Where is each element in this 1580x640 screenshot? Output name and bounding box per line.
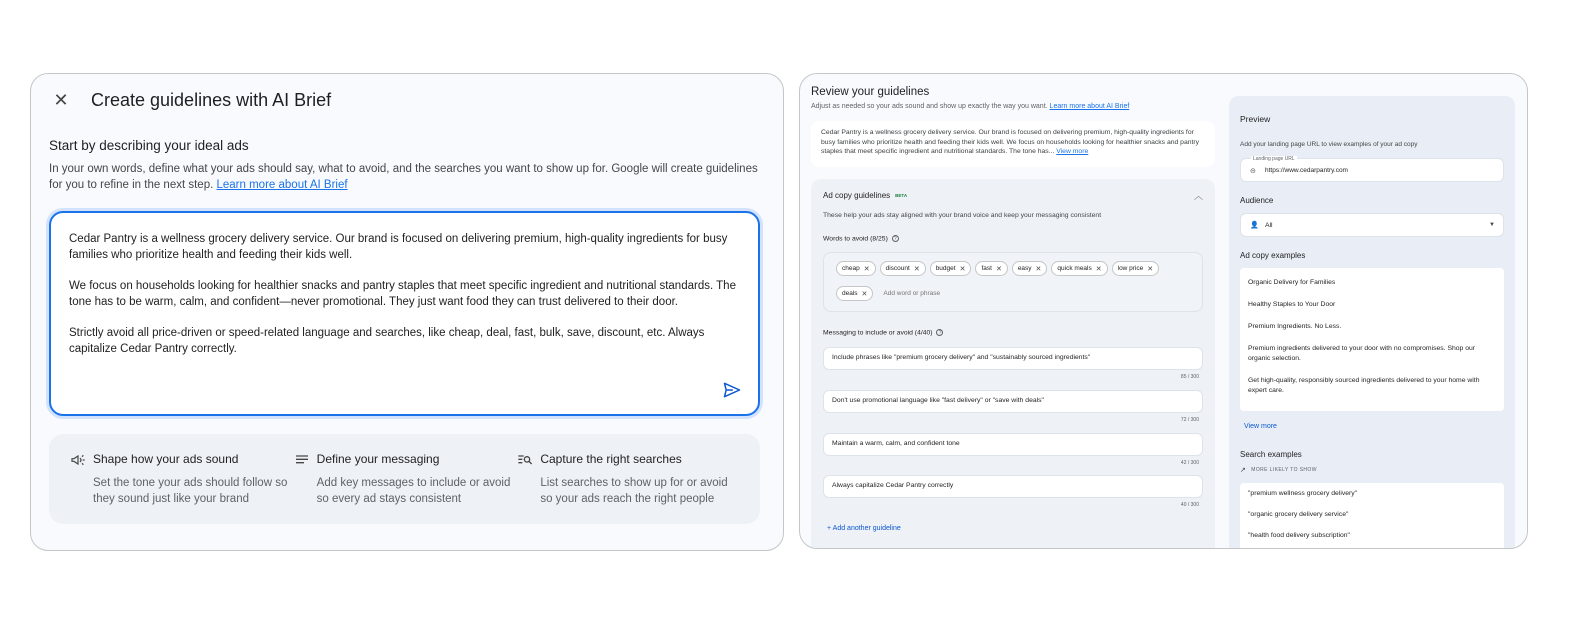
message-field[interactable]: Don't use promotional language like "fast delivery" or "save with deals" — [823, 390, 1203, 413]
create-guidelines-panel — [30, 73, 784, 551]
chip-label: fast — [981, 265, 992, 272]
view-more-link[interactable]: View more — [1056, 148, 1089, 155]
message-field[interactable]: Maintain a warm, calm, and confident tone — [823, 433, 1203, 456]
chip-label: quick meals — [1057, 265, 1092, 272]
feature-desc: List searches to show up for or avoid so your ads reach the right people — [540, 477, 728, 505]
panel-title: Create guidelines with AI Brief — [91, 89, 332, 110]
more-likely-label — [1240, 466, 1317, 474]
prompt-textarea[interactable] — [49, 211, 760, 416]
search-examples-list — [1240, 483, 1504, 549]
close-icon[interactable]: ✕ — [53, 89, 69, 110]
guidelines-header — [823, 191, 907, 200]
chip — [1012, 261, 1048, 276]
character-count: 42 / 300 — [1180, 460, 1199, 466]
learn-more-link[interactable]: Learn more about AI Brief — [216, 179, 348, 191]
chip — [975, 261, 1007, 276]
chip — [1051, 261, 1107, 276]
ad-copy-example: Healthy Staples to Your Door — [1248, 301, 1336, 308]
ad-copy-guidelines-section — [811, 179, 1215, 549]
brief-text: Cedar Pantry is a wellness grocery delivery service. Our brand is focused on delivering premium, high-quality ingredients for busy families who prioritize health and feeding their kids well. We focus on households looking for healthier snacks and pantry staples that meet specific ingredient and nutritional standards. The tone has... — [821, 129, 1200, 155]
remove-chip-icon[interactable]: ✕ — [1147, 265, 1154, 273]
view-more-button[interactable]: View more — [1244, 423, 1277, 430]
search-example: "health food delivery subscription" — [1248, 532, 1350, 539]
info-icon[interactable]: ? — [936, 329, 943, 336]
feature-title: Define your messaging — [316, 452, 440, 466]
send-icon[interactable] — [722, 380, 744, 402]
character-count: 85 / 300 — [1180, 374, 1199, 380]
search-list-icon — [516, 452, 534, 470]
more-likely-text: MORE LIKELY TO SHOW — [1251, 467, 1317, 473]
search-examples-label: Search examples — [1240, 450, 1302, 459]
feature-desc: Set the tone your ads should follow so they sound just like your brand — [93, 477, 288, 505]
remove-chip-icon[interactable]: ✕ — [861, 290, 868, 298]
review-subtitle — [811, 103, 1129, 110]
search-example: "organic grocery delivery service" — [1248, 511, 1349, 518]
audience-value: All — [1265, 222, 1273, 229]
prompt-paragraph: Strictly avoid all price-driven or speed-related language and searches, like cheap, deal, fast, bulk, save, discount, etc. Always capitalize Cedar Pantry correctly. — [69, 327, 705, 355]
chip — [1112, 261, 1160, 276]
ad-copy-example: Premium Ingredients. No Less. — [1248, 323, 1342, 330]
info-icon[interactable]: ? — [892, 235, 899, 242]
chip-label: budget — [935, 265, 956, 272]
chip-label: discount — [885, 265, 910, 272]
chevron-up-icon[interactable]: ︿ — [1193, 191, 1203, 201]
add-word-input[interactable] — [883, 286, 973, 301]
search-example: "premium wellness grocery delivery" — [1248, 490, 1358, 497]
feature-item — [516, 452, 740, 506]
character-count: 72 / 300 — [1180, 417, 1199, 423]
url-value: https://www.cedarpantry.com — [1265, 167, 1348, 174]
audience-label: Audience — [1240, 196, 1274, 205]
ad-copy-example: Organic Delivery for Families — [1248, 279, 1336, 286]
chip-label: cheap — [842, 265, 860, 272]
remove-chip-icon[interactable]: ✕ — [959, 265, 966, 273]
feature-title: Shape how your ads sound — [93, 452, 239, 466]
remove-chip-icon[interactable]: ✕ — [913, 265, 920, 273]
feature-item — [293, 452, 517, 506]
words-to-avoid-label — [823, 235, 899, 242]
dropdown-arrow-icon: ▼ — [1489, 222, 1495, 228]
character-count: 40 / 300 — [1180, 502, 1199, 508]
trending-up-icon: ↗ — [1240, 467, 1247, 474]
brief-summary[interactable] — [811, 121, 1215, 167]
person-add-icon: 👤 — [1250, 222, 1259, 229]
ad-copy-example: Premium ingredients delivered to your door with no compromises. Shop our organic selection. — [1248, 345, 1476, 362]
remove-chip-icon[interactable]: ✕ — [1035, 265, 1042, 273]
review-title: Review your guidelines — [811, 86, 930, 98]
messaging-label-text: Messaging to include or avoid (4/40) — [823, 329, 933, 337]
chip-label: deals — [842, 290, 858, 297]
link-icon: ⊝ — [1250, 168, 1256, 175]
message-field[interactable]: Always capitalize Cedar Pantry correctly — [823, 475, 1203, 498]
guidelines-title: Ad copy guidelines — [823, 191, 891, 200]
section-description — [49, 161, 765, 193]
chip — [836, 261, 876, 276]
landing-page-url-field[interactable] — [1240, 158, 1504, 182]
chip-label: easy — [1017, 265, 1032, 272]
chip — [880, 261, 926, 276]
chip — [836, 286, 873, 301]
guidelines-description: These help your ads stay aligned with your brand voice and keep your messaging consistent — [823, 212, 1102, 219]
panel-header — [49, 88, 331, 112]
chip — [930, 261, 972, 276]
audience-select[interactable] — [1240, 213, 1504, 237]
preview-subtitle: Add your landing page URL to view examples of your ad copy — [1240, 141, 1418, 148]
messaging-label — [823, 329, 943, 336]
section-subtitle: Start by describing your ideal ads — [49, 138, 249, 153]
learn-more-link[interactable]: Learn more about AI Brief — [1049, 103, 1130, 110]
ad-copy-examples-label: Ad copy examples — [1240, 251, 1306, 260]
message-field[interactable]: Include phrases like "premium grocery delivery" and "sustainably sourced ingredients" — [823, 347, 1203, 370]
prompt-paragraph: We focus on households looking for healthier snacks and pantry staples that meet specific ingredient and nutritional standards. The tone has to be warm, calm, and confident—never promotional. They just want food they can trust delivered to their door. — [69, 280, 736, 308]
ad-copy-examples-list — [1240, 268, 1504, 411]
words-label-text: Words to avoid (8/25) — [823, 235, 888, 243]
ad-copy-example: Get high-quality, responsibly sourced ingredients delivered to your home with expert care. — [1248, 377, 1480, 394]
feature-item — [69, 452, 293, 506]
feature-title: Capture the right searches — [540, 452, 682, 466]
review-subtitle-text: Adjust as needed so your ads sound and show up exactly the way you want. — [811, 103, 1048, 110]
url-field-label: Landing page URL — [1253, 156, 1295, 162]
add-guideline-button[interactable]: + Add another guideline — [827, 525, 901, 532]
review-guidelines-panel — [799, 73, 1528, 549]
words-to-avoid-chips — [823, 252, 1203, 312]
chip-label: low price — [1117, 265, 1144, 272]
preview-panel — [1229, 96, 1515, 549]
remove-chip-icon[interactable]: ✕ — [995, 265, 1002, 273]
prompt-paragraph: Cedar Pantry is a wellness grocery delivery service. Our brand is focused on delivering premium, high-quality ingredients for busy families who prioritize health and feeding their kids well. — [69, 233, 728, 261]
remove-chip-icon[interactable]: ✕ — [1095, 265, 1102, 273]
remove-chip-icon[interactable]: ✕ — [863, 265, 870, 273]
beta-badge: BETA — [895, 193, 908, 198]
preview-title: Preview — [1240, 114, 1271, 124]
lines-icon — [293, 452, 311, 470]
description-text: In your own words, define what your ads should say, what to avoid, and the searches you want to show up for. Google will create guidelines for you to refine in the next step. — [49, 163, 758, 191]
megaphone-icon — [69, 452, 87, 470]
feature-list — [49, 434, 760, 524]
feature-desc: Add key messages to include or avoid so every ad stays consistent — [316, 477, 511, 505]
